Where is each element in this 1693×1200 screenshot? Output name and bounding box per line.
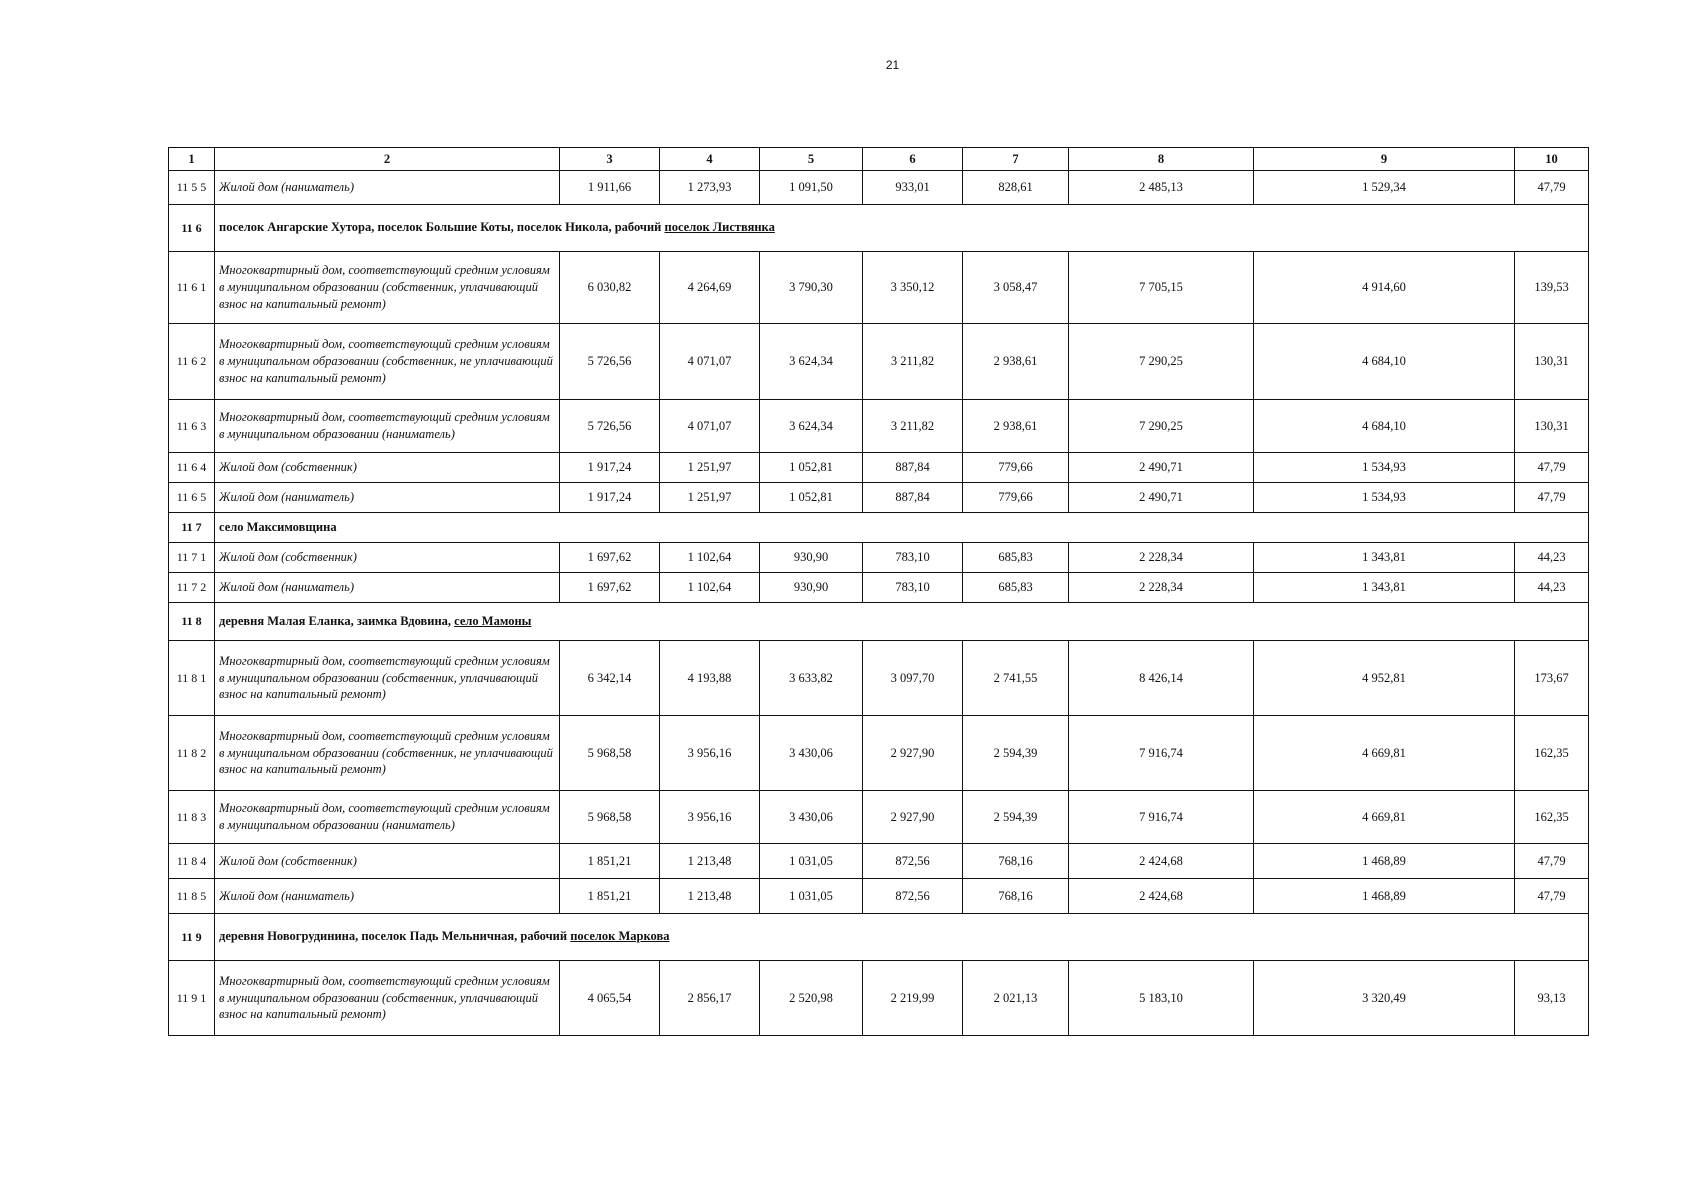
tariff-value: 4 071,07: [660, 400, 760, 453]
tariff-value: 2 594,39: [963, 716, 1069, 791]
tariff-value: 3 624,34: [760, 324, 863, 400]
table-row: [169, 324, 1589, 400]
tariff-value: 1 917,24: [560, 483, 660, 513]
tariff-value: 2 424,68: [1069, 879, 1254, 914]
group-title-underlined: село Мамоны: [454, 613, 532, 628]
tariff-value: 4 684,10: [1254, 400, 1515, 453]
tariff-value: 3 956,16: [660, 791, 760, 844]
tariff-value: 130,31: [1515, 400, 1589, 453]
tariff-value: 93,13: [1515, 961, 1589, 1036]
group-title: [215, 914, 1589, 961]
table-row: [169, 171, 1589, 205]
row-number: 11 9 1: [169, 961, 215, 1036]
row-number: 11 8 4: [169, 844, 215, 879]
row-description: Жилой дом (собственник): [215, 543, 560, 573]
tariff-value: 930,90: [760, 543, 863, 573]
group-title-underlined: поселок Листвянка: [664, 220, 775, 235]
tariff-value: 3 211,82: [863, 400, 963, 453]
tariff-value: 3 350,12: [863, 252, 963, 324]
group-title-text: поселок Ангарские Хутора, поселок Большие Коты, поселок Никола, рабочий: [219, 220, 662, 235]
group-title-underlined: поселок Маркова: [570, 929, 670, 944]
tariff-value: 2 520,98: [760, 961, 863, 1036]
tariff-value: 7 290,25: [1069, 324, 1254, 400]
tariff-value: 768,16: [963, 879, 1069, 914]
tariff-value: 173,67: [1515, 641, 1589, 716]
row-description: Жилой дом (наниматель): [215, 483, 560, 513]
table-row: [169, 641, 1589, 716]
tariff-value: 139,53: [1515, 252, 1589, 324]
group-number: 11 9: [169, 914, 215, 961]
table-row: [169, 483, 1589, 513]
tariff-value: 5 968,58: [560, 716, 660, 791]
table-row: [169, 543, 1589, 573]
row-description: Жилой дом (собственник): [215, 844, 560, 879]
tariff-value: 1 851,21: [560, 844, 660, 879]
row-description: Многоквартирный дом, соответствующий средним условиям в муниципальном образовании (собственник, не уплачивающий взнос на капитальный ремонт): [215, 324, 560, 400]
tariff-value: 3 633,82: [760, 641, 863, 716]
column-header: 6: [863, 148, 963, 171]
row-number: 11 6 1: [169, 252, 215, 324]
tariff-value: 7 290,25: [1069, 400, 1254, 453]
tariff-value: 1 251,97: [660, 453, 760, 483]
group-number: 11 6: [169, 205, 215, 252]
table-header: [169, 148, 1589, 171]
row-number: 11 6 5: [169, 483, 215, 513]
tariff-value: 44,23: [1515, 543, 1589, 573]
tariff-value: 2 485,13: [1069, 171, 1254, 205]
tariff-value: 4 669,81: [1254, 791, 1515, 844]
column-header: 9: [1254, 148, 1515, 171]
tariff-value: 2 938,61: [963, 400, 1069, 453]
tariff-value: 887,84: [863, 453, 963, 483]
tariff-value: 2 424,68: [1069, 844, 1254, 879]
row-description: Многоквартирный дом, соответствующий средним условиям в муниципальном образовании (собственник, уплачивающий взнос на капитальный ремонт): [215, 641, 560, 716]
tariff-value: 1 031,05: [760, 879, 863, 914]
tariff-value: 1 213,48: [660, 844, 760, 879]
column-header: 1: [169, 148, 215, 171]
tariff-value: 47,79: [1515, 483, 1589, 513]
tariff-value: 3 211,82: [863, 324, 963, 400]
tariff-value: 3 790,30: [760, 252, 863, 324]
tariff-value: 7 705,15: [1069, 252, 1254, 324]
tariff-value: 162,35: [1515, 791, 1589, 844]
tariff-value: 7 916,74: [1069, 716, 1254, 791]
tariff-value: 2 021,13: [963, 961, 1069, 1036]
column-header: 2: [215, 148, 560, 171]
tariff-value: 2 927,90: [863, 791, 963, 844]
table-row: [169, 573, 1589, 603]
tariff-value: 4 914,60: [1254, 252, 1515, 324]
tariff-value: 783,10: [863, 543, 963, 573]
column-header: 4: [660, 148, 760, 171]
tariff-value: 2 228,34: [1069, 543, 1254, 573]
tariff-value: 1 251,97: [660, 483, 760, 513]
tariff-value: 779,66: [963, 483, 1069, 513]
group-row: [169, 205, 1589, 252]
tariff-value: 1 911,66: [560, 171, 660, 205]
tariff-value: 2 490,71: [1069, 453, 1254, 483]
tariff-value: 5 968,58: [560, 791, 660, 844]
tariff-value: 1 697,62: [560, 543, 660, 573]
table-body: [169, 171, 1589, 1036]
row-description: Многоквартирный дом, соответствующий средним условиям в муниципальном образовании (собственник, уплачивающий взнос на капитальный ремонт): [215, 252, 560, 324]
tariff-value: 4 065,54: [560, 961, 660, 1036]
tariff-value: 4 952,81: [1254, 641, 1515, 716]
tariff-value: 5 726,56: [560, 400, 660, 453]
tariff-value: 47,79: [1515, 879, 1589, 914]
group-number: 11 7: [169, 513, 215, 543]
tariff-value: 1 052,81: [760, 483, 863, 513]
tariff-value: 1 534,93: [1254, 483, 1515, 513]
tariff-value: 1 468,89: [1254, 879, 1515, 914]
tariff-value: 6 342,14: [560, 641, 660, 716]
column-header: 10: [1515, 148, 1589, 171]
tariff-value: 1 343,81: [1254, 543, 1515, 573]
group-title: [215, 603, 1589, 641]
row-number: 11 6 4: [169, 453, 215, 483]
tariff-value: 2 228,34: [1069, 573, 1254, 603]
row-number: 11 6 2: [169, 324, 215, 400]
table-row: [169, 400, 1589, 453]
tariff-value: 4 684,10: [1254, 324, 1515, 400]
row-number: 11 5 5: [169, 171, 215, 205]
tariff-value: 4 264,69: [660, 252, 760, 324]
tariff-value: 1 102,64: [660, 573, 760, 603]
tariff-value: 130,31: [1515, 324, 1589, 400]
row-description: Жилой дом (собственник): [215, 453, 560, 483]
group-title-text: деревня Малая Еланка, заимка Вдовина,: [219, 613, 452, 628]
tariff-value: 3 430,06: [760, 791, 863, 844]
tariff-value: 3 097,70: [863, 641, 963, 716]
row-number: 11 8 3: [169, 791, 215, 844]
tariff-value: 872,56: [863, 844, 963, 879]
tariff-value: 162,35: [1515, 716, 1589, 791]
tariff-value: 1 851,21: [560, 879, 660, 914]
tariff-value: 933,01: [863, 171, 963, 205]
tariff-value: 768,16: [963, 844, 1069, 879]
tariff-value: 3 058,47: [963, 252, 1069, 324]
tariff-value: 1 534,93: [1254, 453, 1515, 483]
tariff-value: 1 052,81: [760, 453, 863, 483]
tariff-value: 3 956,16: [660, 716, 760, 791]
tariff-value: 44,23: [1515, 573, 1589, 603]
tariff-value: 1 213,48: [660, 879, 760, 914]
tariff-value: 4 669,81: [1254, 716, 1515, 791]
row-description: Жилой дом (наниматель): [215, 573, 560, 603]
header-row: [169, 148, 1589, 171]
tariff-value: 3 320,49: [1254, 961, 1515, 1036]
tariff-value: 2 741,55: [963, 641, 1069, 716]
row-number: 11 8 1: [169, 641, 215, 716]
column-header: 7: [963, 148, 1069, 171]
tariff-value: 1 529,34: [1254, 171, 1515, 205]
tariff-value: 1 917,24: [560, 453, 660, 483]
row-description: Многоквартирный дом, соответствующий средним условиям в муниципальном образовании (собственник, не уплачивающий взнос на капитальный ремонт): [215, 716, 560, 791]
tariff-value: 2 856,17: [660, 961, 760, 1036]
tariff-value: 1 102,64: [660, 543, 760, 573]
table-row: [169, 252, 1589, 324]
tariff-table: [168, 147, 1589, 1036]
group-title-text: деревня Новогрудинина, поселок Падь Мельничная, рабочий: [219, 929, 568, 944]
tariff-value: 1 031,05: [760, 844, 863, 879]
page-number: 21: [885, 58, 900, 72]
tariff-value: 872,56: [863, 879, 963, 914]
tariff-value: 1 697,62: [560, 573, 660, 603]
tariff-value: 2 938,61: [963, 324, 1069, 400]
tariff-value: 47,79: [1515, 844, 1589, 879]
table-row: [169, 879, 1589, 914]
tariff-value: 8 426,14: [1069, 641, 1254, 716]
tariff-value: 685,83: [963, 573, 1069, 603]
tariff-value: 47,79: [1515, 171, 1589, 205]
table-row: [169, 716, 1589, 791]
tariff-value: 828,61: [963, 171, 1069, 205]
group-title: [215, 513, 1589, 543]
tariff-value: 783,10: [863, 573, 963, 603]
row-description: Жилой дом (наниматель): [215, 171, 560, 205]
tariff-value: 3 624,34: [760, 400, 863, 453]
table-row: [169, 453, 1589, 483]
row-number: 11 7 2: [169, 573, 215, 603]
table-row: [169, 791, 1589, 844]
column-header: 3: [560, 148, 660, 171]
group-row: [169, 914, 1589, 961]
tariff-value: 1 343,81: [1254, 573, 1515, 603]
group-title: [215, 205, 1589, 252]
row-description: Жилой дом (наниматель): [215, 879, 560, 914]
tariff-value: 47,79: [1515, 453, 1589, 483]
tariff-value: 6 030,82: [560, 252, 660, 324]
tariff-value: 3 430,06: [760, 716, 863, 791]
group-row: [169, 513, 1589, 543]
table-row: [169, 961, 1589, 1036]
table-row: [169, 844, 1589, 879]
tariff-value: 779,66: [963, 453, 1069, 483]
tariff-value: 4 193,88: [660, 641, 760, 716]
tariff-value: 685,83: [963, 543, 1069, 573]
group-row: [169, 603, 1589, 641]
row-description: Многоквартирный дом, соответствующий средним условиям в муниципальном образовании (собственник, уплачивающий взнос на капитальный ремонт): [215, 961, 560, 1036]
row-number: 11 7 1: [169, 543, 215, 573]
tariff-value: 5 183,10: [1069, 961, 1254, 1036]
row-description: Многоквартирный дом, соответствующий средним условиям в муниципальном образовании (наниматель): [215, 791, 560, 844]
tariff-value: 2 927,90: [863, 716, 963, 791]
tariff-value: 1 091,50: [760, 171, 863, 205]
tariff-value: 2 490,71: [1069, 483, 1254, 513]
row-number: 11 8 5: [169, 879, 215, 914]
tariff-value: 2 594,39: [963, 791, 1069, 844]
column-header: 8: [1069, 148, 1254, 171]
tariff-value: 1 273,93: [660, 171, 760, 205]
tariff-value: 4 071,07: [660, 324, 760, 400]
tariff-value: 7 916,74: [1069, 791, 1254, 844]
row-description: Многоквартирный дом, соответствующий средним условиям в муниципальном образовании (наниматель): [215, 400, 560, 453]
tariff-value: 2 219,99: [863, 961, 963, 1036]
row-number: 11 8 2: [169, 716, 215, 791]
group-number: 11 8: [169, 603, 215, 641]
row-number: 11 6 3: [169, 400, 215, 453]
tariff-value: 5 726,56: [560, 324, 660, 400]
tariff-value: 887,84: [863, 483, 963, 513]
column-header: 5: [760, 148, 863, 171]
group-title-text: село Максимовщина: [219, 519, 337, 534]
tariff-value: 930,90: [760, 573, 863, 603]
tariff-value: 1 468,89: [1254, 844, 1515, 879]
